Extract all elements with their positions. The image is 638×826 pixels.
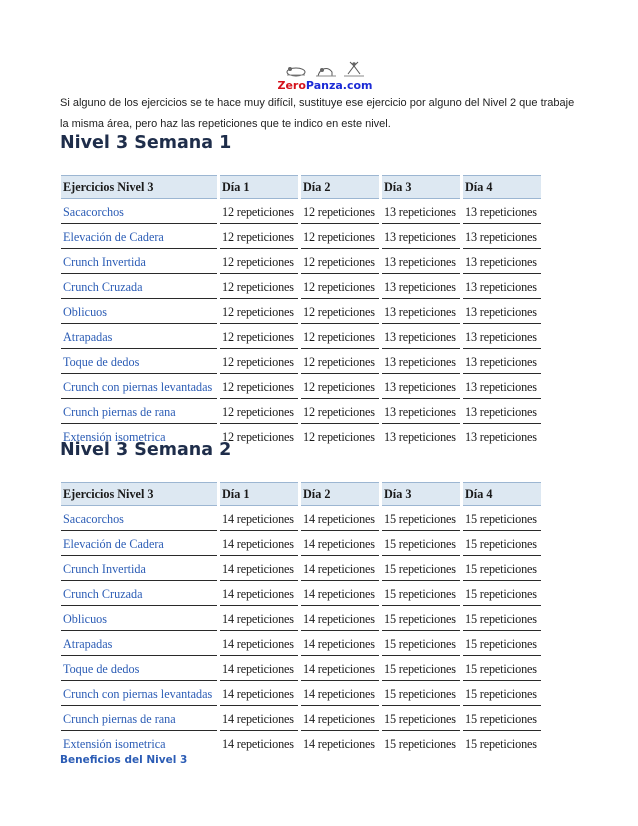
table-row [61,274,541,299]
week-2-table [58,482,544,755]
reps-cell: 13 repeticiones [382,299,460,324]
reps-cell: 12 repeticiones [303,429,375,444]
header-day-3: Día 3 [382,175,460,199]
table-row [61,706,541,731]
reps-cell: 13 repeticiones [382,399,460,424]
reps-cell: 15 repeticiones [382,531,460,556]
header-day-4: Día 4 [463,175,541,199]
table-row [61,399,541,424]
reps-cell: 13 repeticiones [382,324,460,349]
reps-cell: 13 repeticiones [463,249,541,274]
reps-cell: 15 repeticiones [382,581,460,606]
table-row [61,531,541,556]
table-row [61,299,541,324]
reps-cell: 13 repeticiones [465,429,537,444]
week-2-title: Nivel 3 Semana 2 [60,440,232,460]
reps-cell: 13 repeticiones [463,399,541,424]
exercise-link[interactable]: Oblicuos [61,606,217,631]
reps-cell: 14 repeticiones [301,506,379,531]
reps-cell: 13 repeticiones [382,374,460,399]
reps-cell: 14 repeticiones [220,656,298,681]
exercise-link[interactable]: Crunch Invertida [61,556,217,581]
reps-cell: 12 repeticiones [220,399,298,424]
table-row [61,349,541,374]
reps-cell: 13 repeticiones [463,324,541,349]
reps-cell: 14 repeticiones [303,736,375,751]
table-row [61,581,541,606]
reps-cell: 12 repeticiones [222,429,294,444]
table-row [61,374,541,399]
reps-cell: 15 repeticiones [382,506,460,531]
header-exercises: Ejercicios Nivel 3 [61,175,217,199]
reps-cell: 12 repeticiones [220,374,298,399]
exercise-link[interactable]: Extensión isometrica [63,736,166,751]
reps-cell: 14 repeticiones [220,506,298,531]
exercise-link[interactable]: Crunch Cruzada [61,274,217,299]
reps-cell: 14 repeticiones [301,606,379,631]
reps-cell: 12 repeticiones [301,324,379,349]
reps-cell: 12 repeticiones [220,349,298,374]
exercise-link[interactable]: Extensión isometrica [63,429,166,444]
header-exercises: Ejercicios Nivel 3 [61,482,217,506]
reps-cell: 14 repeticiones [220,581,298,606]
exercise-link[interactable]: Atrapadas [61,631,217,656]
reps-cell: 15 repeticiones [463,606,541,631]
reps-cell: 15 repeticiones [384,736,456,751]
table-row [61,606,541,631]
reps-cell: 14 repeticiones [301,681,379,706]
table-row [61,199,541,224]
week-1-title: Nivel 3 Semana 1 [60,133,232,153]
reps-cell: 12 repeticiones [220,249,298,274]
exercise-link[interactable]: Sacacorchos [61,199,217,224]
table-row [61,656,541,681]
reps-cell: 15 repeticiones [465,736,537,751]
reps-cell: 13 repeticiones [382,224,460,249]
reps-cell: 15 repeticiones [463,531,541,556]
intro-line-1: Si alguno de los ejercicios se te hace muy difícil, sustituye ese ejercicio por alguno del Nivel 2 que trabaje [60,97,575,109]
reps-cell: 13 repeticiones [382,199,460,224]
reps-cell: 15 repeticiones [463,706,541,731]
reps-cell: 15 repeticiones [463,631,541,656]
reps-cell: 12 repeticiones [220,324,298,349]
reps-cell: 13 repeticiones [463,374,541,399]
reps-cell: 14 repeticiones [220,556,298,581]
table-row [61,731,541,755]
exercise-link[interactable]: Sacacorchos [61,506,217,531]
header-day-1: Día 1 [220,175,298,199]
header-day-3: Día 3 [382,482,460,506]
exercise-link[interactable]: Oblicuos [61,299,217,324]
reps-cell: 15 repeticiones [382,556,460,581]
exercise-link[interactable]: Crunch Invertida [61,249,217,274]
exercise-link[interactable]: Toque de dedos [61,656,217,681]
reps-cell: 15 repeticiones [463,581,541,606]
logo-text: ZeroPanza.com [277,79,373,92]
reps-cell: 13 repeticiones [463,274,541,299]
table-row [61,324,541,349]
exercise-link[interactable]: Crunch piernas de rana [61,399,217,424]
header-day-4: Día 4 [463,482,541,506]
reps-cell: 12 repeticiones [301,399,379,424]
reps-cell: 15 repeticiones [463,556,541,581]
reps-cell: 15 repeticiones [382,706,460,731]
reps-cell: 14 repeticiones [301,656,379,681]
reps-cell: 13 repeticiones [463,224,541,249]
site-logo [270,60,380,94]
exercise-figures-icon [282,60,368,80]
reps-cell: 13 repeticiones [382,249,460,274]
exercise-link[interactable]: Atrapadas [61,324,217,349]
reps-cell: 12 repeticiones [220,299,298,324]
reps-cell: 15 repeticiones [382,631,460,656]
exercise-link[interactable]: Crunch Cruzada [61,581,217,606]
reps-cell: 14 repeticiones [301,706,379,731]
reps-cell: 15 repeticiones [463,656,541,681]
table-header-row [61,482,541,506]
week-1-table [58,175,544,448]
header-day-2: Día 2 [301,482,379,506]
intro-line-2: la misma área, pero haz las repeticiones que te indico en este nivel. [60,118,391,130]
table-header-row [61,175,541,199]
exercise-link[interactable]: Crunch con piernas levantadas [61,374,217,399]
reps-cell: 15 repeticiones [463,506,541,531]
reps-cell: 12 repeticiones [301,374,379,399]
exercise-link[interactable]: Toque de dedos [61,349,217,374]
reps-cell: 13 repeticiones [463,199,541,224]
reps-cell: 13 repeticiones [382,349,460,374]
reps-cell: 14 repeticiones [220,606,298,631]
exercise-link[interactable]: Crunch piernas de rana [61,706,217,731]
reps-cell: 14 repeticiones [301,631,379,656]
table-row [61,249,541,274]
reps-cell: 14 repeticiones [220,681,298,706]
reps-cell: 15 repeticiones [463,681,541,706]
reps-cell: 14 repeticiones [220,631,298,656]
reps-cell: 14 repeticiones [222,736,294,751]
reps-cell: 13 repeticiones [463,349,541,374]
header-day-1: Día 1 [220,482,298,506]
table-row [61,556,541,581]
reps-cell: 15 repeticiones [382,681,460,706]
reps-cell: 12 repeticiones [301,249,379,274]
reps-cell: 14 repeticiones [220,706,298,731]
reps-cell: 14 repeticiones [220,531,298,556]
reps-cell: 13 repeticiones [384,429,456,444]
table-row [61,224,541,249]
reps-cell: 14 repeticiones [301,581,379,606]
reps-cell: 12 repeticiones [301,199,379,224]
reps-cell: 12 repeticiones [301,274,379,299]
reps-cell: 15 repeticiones [382,656,460,681]
exercise-link[interactable]: Crunch con piernas levantadas [61,681,217,706]
reps-cell: 12 repeticiones [220,199,298,224]
reps-cell: 12 repeticiones [220,274,298,299]
exercise-link[interactable]: Elevación de Cadera [61,224,217,249]
reps-cell: 13 repeticiones [382,274,460,299]
reps-cell: 13 repeticiones [463,299,541,324]
intro-paragraph [60,93,580,135]
table-row [61,506,541,531]
reps-cell: 14 repeticiones [301,556,379,581]
reps-cell: 15 repeticiones [382,606,460,631]
header-day-2: Día 2 [301,175,379,199]
reps-cell: 12 repeticiones [301,224,379,249]
table-row [61,631,541,656]
benefits-link[interactable]: Beneficios del Nivel 3 [60,754,188,766]
reps-cell: 12 repeticiones [301,349,379,374]
reps-cell: 14 repeticiones [301,531,379,556]
reps-cell: 12 repeticiones [220,224,298,249]
reps-cell: 12 repeticiones [301,299,379,324]
exercise-link[interactable]: Elevación de Cadera [61,531,217,556]
table-row [61,681,541,706]
